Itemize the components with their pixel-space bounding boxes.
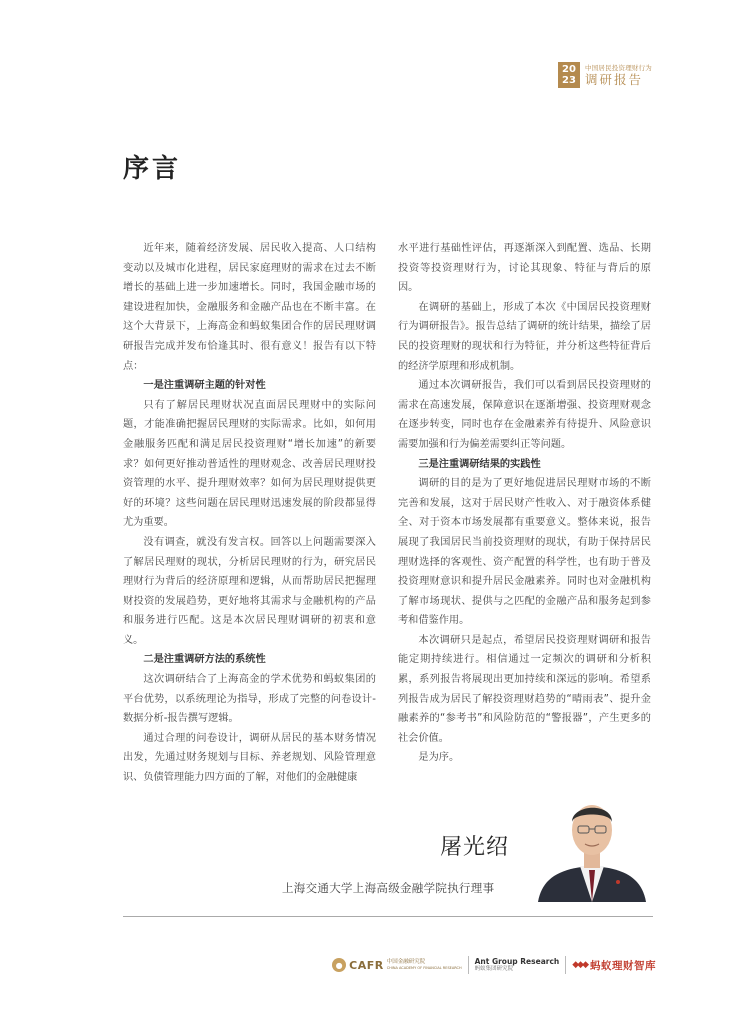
body-paragraph: 没有调查，就没有发言权。回答以上问题需要深入了解居民理财的现状，分析居民理财的行为，研究居民理财行为背后的经济原理和逻辑，从而帮助居民把握理财投资的发展趋势，更好地将其需求与金融机构的产品和服务进行匹配。这是本次居民理财调研的初衷和意义。 (123, 536, 376, 646)
cafr-en-label: CHINA ACADEMY OF FINANCIAL RESEARCH (386, 966, 462, 970)
cafr-emblem-icon: ● (332, 958, 346, 972)
header-brand (558, 62, 652, 88)
logo-separator (565, 956, 566, 974)
year-bottom: 23 (562, 75, 576, 86)
year-top: 20 (562, 64, 576, 75)
ant-group-cn: 蚂蚁集团研究院 (474, 966, 514, 972)
cafr-cn-label: 中国金融研究院 (386, 959, 426, 965)
body-paragraph: 通过本次调研报告，我们可以看到居民投资理财的需求在高速发展，保障意识在逐渐增强、投资理财观念在逐步转变，同时也存在金融素养有待提升、风险意识需要加强和行为偏差需要纠正等问题。 (398, 380, 651, 450)
body-paragraph: 在调研的基础上，形成了本次《中国居民投资理财行为调研报告》。报告总结了调研的统计结果，描绘了居民的投资理财的现状和行为特征，并分析这些特征背后的经济学原理和形成机制。 (398, 301, 651, 372)
signature-title: 上海交通大学上海高级金融学院执行理事 (282, 881, 495, 895)
section-heading: 三是注重调研结果的实践性 (418, 458, 541, 470)
body-paragraph: 调研的目的是为了更好地促进居民理财市场的不断完善和发展，这对于居民财产性收入、对于融资体系健全、对于资本市场发展都有重要意义。整体来说，报告展现了我国居民当前投资理财的现状，有助于保持居民理财选择的客观性、资产配置的科学性，也有助于普及投资理财意识和提升居民金融素养。同时也对金融机构了解市场现状、提供与之匹配的金融产品和服务起到参考和借鉴作用。 (398, 478, 651, 627)
ant-licai-logo (572, 958, 656, 973)
ant-group-en: Ant Group Research (474, 957, 560, 966)
right-text-column (398, 239, 651, 768)
report-subtitle: 中国居民投资理财行为 (585, 63, 652, 72)
year-badge (558, 62, 580, 88)
ant-group-logo (475, 957, 560, 973)
section-heading: 二是注重调研方法的系统性 (143, 654, 266, 666)
body-paragraph: 只有了解居民理财状况直面居民理财中的实际问题，才能准确把握居民理财的实际需求。比如，如何用金融服务匹配和满足居民投资理财“增长加速”的新要求？如何更好推动普适性的理财观念、改善居民理财投资管理的水平、提升理财效率？如何为居民理财提供更好的环境？这些问题在居民理财迅速发展的阶段都显得尤为重要。 (123, 399, 376, 529)
body-paragraph: 本次调研只是起点，希望居民投资理财调研和报告能定期持续进行。相信通过一定频次的调研和分析积累，系列报告将展现出更加持续和深远的影响。希望系列报告成为居民了解投资理财趋势的“晴雨表”、提升金融素养的“参考书”和风险防范的“警报器”，产生更多的社会价值。 (398, 634, 651, 744)
page-title: 序言 (123, 154, 182, 184)
body-paragraph: 水平进行基础性评估，再逐渐深入到配置、选品、长期投资等投资理财行为，讨论其现象、特征与背后的原因。 (398, 243, 651, 294)
report-title: 调研报告 (585, 71, 644, 87)
licai-label: 蚂蚁理财智库 (590, 959, 656, 972)
signature-name: 屠光绍 (440, 835, 510, 860)
diamond-pattern-icon: ◆◆◆ (572, 960, 587, 970)
footer-divider (123, 916, 653, 917)
body-paragraph: 是为序。 (418, 752, 460, 764)
author-portrait (530, 778, 654, 902)
section-heading: 一是注重调研主题的针对性 (143, 380, 266, 392)
logo-separator (468, 956, 469, 974)
left-text-column (123, 239, 376, 788)
footer-logos (332, 956, 656, 974)
cafr-logo (332, 958, 461, 972)
cafr-label: CAFR (349, 958, 384, 972)
body-paragraph: 这次调研结合了上海高金的学术优势和蚂蚁集团的平台优势，以系统理论为指导，形成了完整的问卷设计-数据分析-报告撰写逻辑。 (123, 674, 376, 725)
body-paragraph: 通过合理的问卷设计，调研从居民的基本财务情况出发，先通过财务规划与目标、养老规划、风险管理意识、负债管理能力四方面的了解，对他们的金融健康 (123, 732, 376, 784)
body-paragraph: 近年来，随着经济发展、居民收入提高、人口结构变动以及城市化进程，居民家庭理财的需求在过去不断增长的基础上进一步加速增长。同时，我国金融市场的建设进程加快，金融服务和金融产品也在不断丰富。在这个大背景下，上海高金和蚂蚁集团合作的居民理财调研报告完成并发布恰逢其时、很有意义！报告有以下特点： (123, 243, 376, 372)
